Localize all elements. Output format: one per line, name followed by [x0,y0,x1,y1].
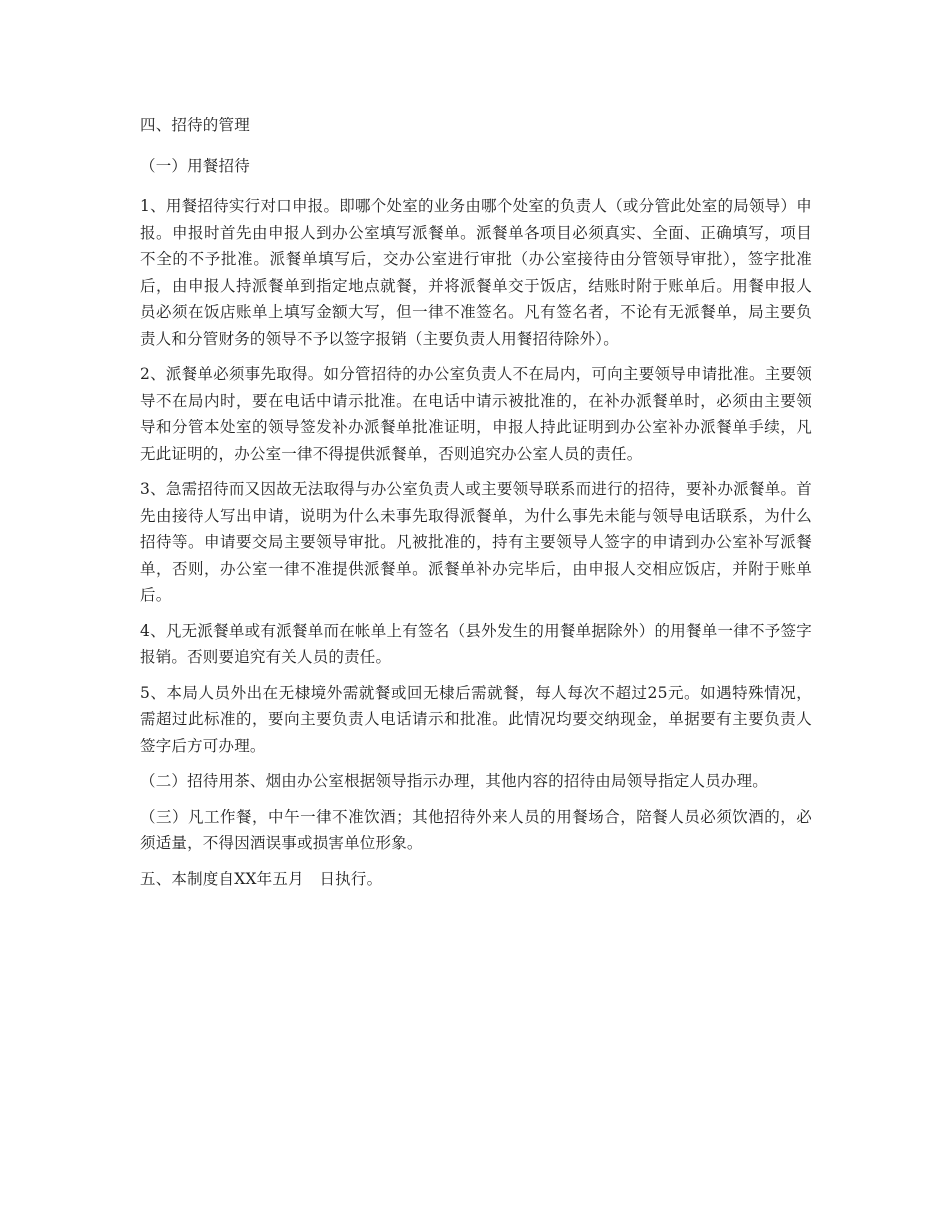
section-heading-4: 四、招待的管理 [140,116,250,134]
paragraph-item-4: 4、凡无派餐单或有派餐单而在帐单上有签名（县外发生的用餐单据除外）的用餐单一律不予签字报销。否则要追究有关人员的责任。 [140,621,812,666]
paragraph-item-3: 3、急需招待而又因故无法取得与办公室负责人或主要领导联系而进行的招待，要补办派餐单。首先由接待人写出申请，说明为什么未事先取得派餐单，为什么事先未能与领导电话联系，为什么招待等。申请要交局主要领导审批。凡被批准的，持有主要领导人签字的申请到办公室补写派餐单，否则，办公室一律不准提供派餐单。派餐单补办完毕后，由申报人交相应饭店，并附于账单后。 [140,480,812,604]
paragraph-item-2: 2、派餐单必须事先取得。如分管招待的办公室负责人不在局内，可向主要领导申请批准。主要领导不在局内时，要在电话中请示批准。在电话中请示被批准的，在补办派餐单时，必须由主要领导和分管本处室的领导签发补办派餐单批准证明，申报人持此证明到办公室补办派餐单手续，凡无此证明的，办公室一律不得提供派餐单，否则追究办公室人员的责任。 [140,365,812,463]
paragraph-item-5: 5、本局人员外出在无棣境外需就餐或回无棣后需就餐，每人每次不超过25元。如遇特殊情况，需超过此标准的，要向主要负责人电话请示和批准。此情况均要交纳现金，单据要有主要负责人签字后方可办理。 [140,683,812,755]
subsection-heading-1: （一）用餐招待 [140,156,250,175]
paragraph-item-1: 1、用餐招待实行对口申报。即哪个处室的业务由哪个处室的负责人（或分管此处室的局领导）申报。申报时首先由申报人到办公室填写派餐单。派餐单各项目必须真实、全面、正确填写，项目不全的不予批准。派餐单填写后，交办公室进行审批（办公室接待由分管领导审批），签字批准后，由申报人持派餐单到指定地点就餐，并将派餐单交于饭店，结账时附于账单后。用餐申报人员必须在饭店账单上填写金额大写，但一律不准签名。凡有签名者，不论有无派餐单，局主要负责人和分管财务的领导不予以签字报销（主要负责人用餐招待除外）。 [140,197,812,348]
document-body [140,112,812,892]
subsection-3: （三）凡工作餐，中午一律不准饮酒；其他招待外来人员的用餐场合，陪餐人员必须饮酒的，必须适量，不得因酒误事或损害单位形象。 [140,807,812,852]
section-heading-5: 五、本制度自XX年五月 日执行。 [140,869,383,888]
subsection-2: （二）招待用茶、烟由办公室根据领导指示办理，其他内容的招待由局领导指定人员办理。 [140,772,769,790]
